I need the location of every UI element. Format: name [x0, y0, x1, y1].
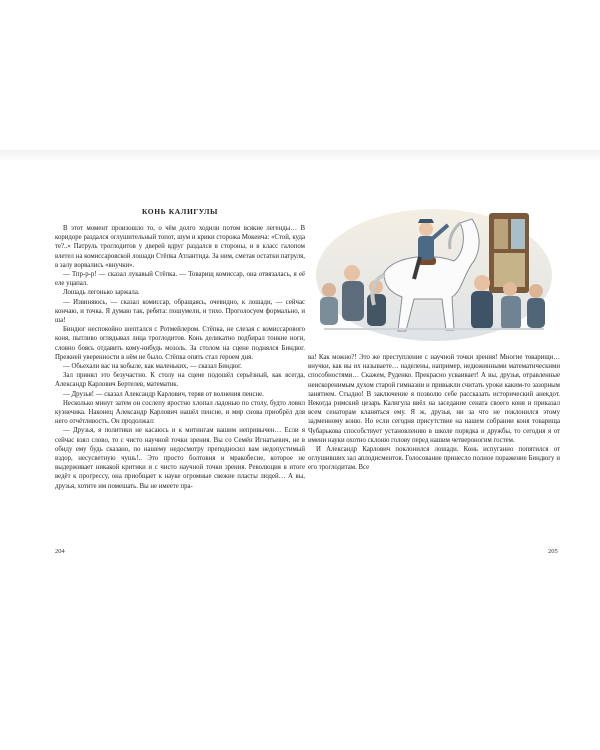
- left-page: [55, 195, 305, 491]
- paragraph: — Обьехали вас на кобыле, как маленьких, — сказал Биндюг.: [63, 363, 242, 371]
- paragraph: — Извиняюсь, — сказал комиссар, обращаясь, очевидно, к лошади, — сейчас кончаю, и точка. Я думаю так, ребята: пошумели, и тихо. Проголосуем формально, и ша!: [55, 298, 305, 325]
- paragraph: — Друзья, я политики не касаюсь и к митингам вашим непривычен… Если я сейчас взял слово, то с чисто научной точки зрения. Вы со Семён Игнатьевич, не в обиду ему будь сказано, по нашему недосмотру преподносил вам недопустимый вздор, несусветную чушь!.. Это просто болтовня и мракобесие, которое не выдерживает никакой критики и с чисто научной точки зрения. Революция в итоге ведёт к прогрессу, она приобщает к науке огромные свежие пласты людей… А вы, друзья, хотите им помешать. Вы не имеете пра-: [55, 427, 305, 490]
- right-page-text: [308, 353, 560, 473]
- paragraph: ва! Как можно?! Это же преступление с научной точки зрения! Многие товарищи… внучки, как вы их называете… наделены, например, недюжинными математическими способностями… Скажем, Руденко. Прекрасно усваивает! А вы, друзья, отравленные неискоренимым духом старой гимназии и привыкли считать уроки каким-то зазорным занятием. Стыдно! В заключение я позволю себе рассказать исторический анекдот. Некогда римский цезарь Калигула ввёл на заседание сената своего коня и приказал всем сенаторам кланяться ему. Я ж, друзья, ни за что не поклонился этому задменному коню. Но если сегодня присутствие на нашем собрании коня товарища Чубарькова способствует установлению в школе порядка и дружбы, то сегодня я от имени науки охотно склоню голову перед нашим четвероногим гостем.: [308, 354, 560, 444]
- paragraph: И Александр Карлович поклонился лошади. Конь испуганно попятился от оглушивших зал аплодисментов. Голосование принесло полное поражение Биндюгу и его троглодитам. Все: [308, 446, 560, 472]
- paragraph: — Друзья! — сказал Александр Карлович, теряя от волнения пенсне.: [63, 390, 264, 398]
- page-edge-shadow: [0, 150, 600, 162]
- chapter-title: КОНЬ КАЛИГУЛЫ: [141, 207, 219, 216]
- paragraph: Зал принял это безучастно. К столу на сцене подошёл серьёзный, как всегда, Александр Карлович Бертелев, математик.: [55, 372, 305, 389]
- paragraph: Несколько минут затем он сослепу яростно хлопал ладонью по столу, будто ловил кузнечика. Наконец Александр Карлович нашёл пенсне, и мир снова приобрёл для него отчётливость. Он продолжал:: [55, 399, 305, 426]
- paragraph: В этот момент произошло то, о чём долго ходили потом всякие легенды… В коридоре раздался оглушительный топот, шум и крики сторожа Мокеича: «Стой, куда те?..» Патруль троглодитов у дверей вдруг раздался в стороны, и в класс галопом влетел на комиссаровской лошади Стёпка Атлантида. За ним, сметая остатки патруля, в залу ворвались «внучки».: [55, 225, 305, 269]
- page-number-right: 205: [548, 548, 558, 555]
- illustration-image: [314, 195, 554, 345]
- paragraph: Лошадь легонько заржала.: [63, 289, 140, 297]
- page-number-left: 204: [55, 548, 65, 555]
- right-page: [308, 195, 560, 473]
- paragraph: — Тпр-р-р! — сказал лукавый Стёпка. — Товарищ комиссар, она отвязалась, я её еле уцапал.: [55, 271, 305, 288]
- horse-illustration: [314, 195, 554, 345]
- paragraph: Биндюг неспокойно шептался с Ротмейлером. Стёпка, не слезая с комиссарового коня, пытливо оглядывал лица троглодитов. Конь деликатно подбирал тонкие ноги, словно боясь отдавить кому-нибудь мозоль. За столом на сцене поднялся Биндюг. Прежней уверенности в нём не было. Стёпка опять стал героем дня.: [55, 326, 305, 361]
- left-page-text: [55, 224, 305, 491]
